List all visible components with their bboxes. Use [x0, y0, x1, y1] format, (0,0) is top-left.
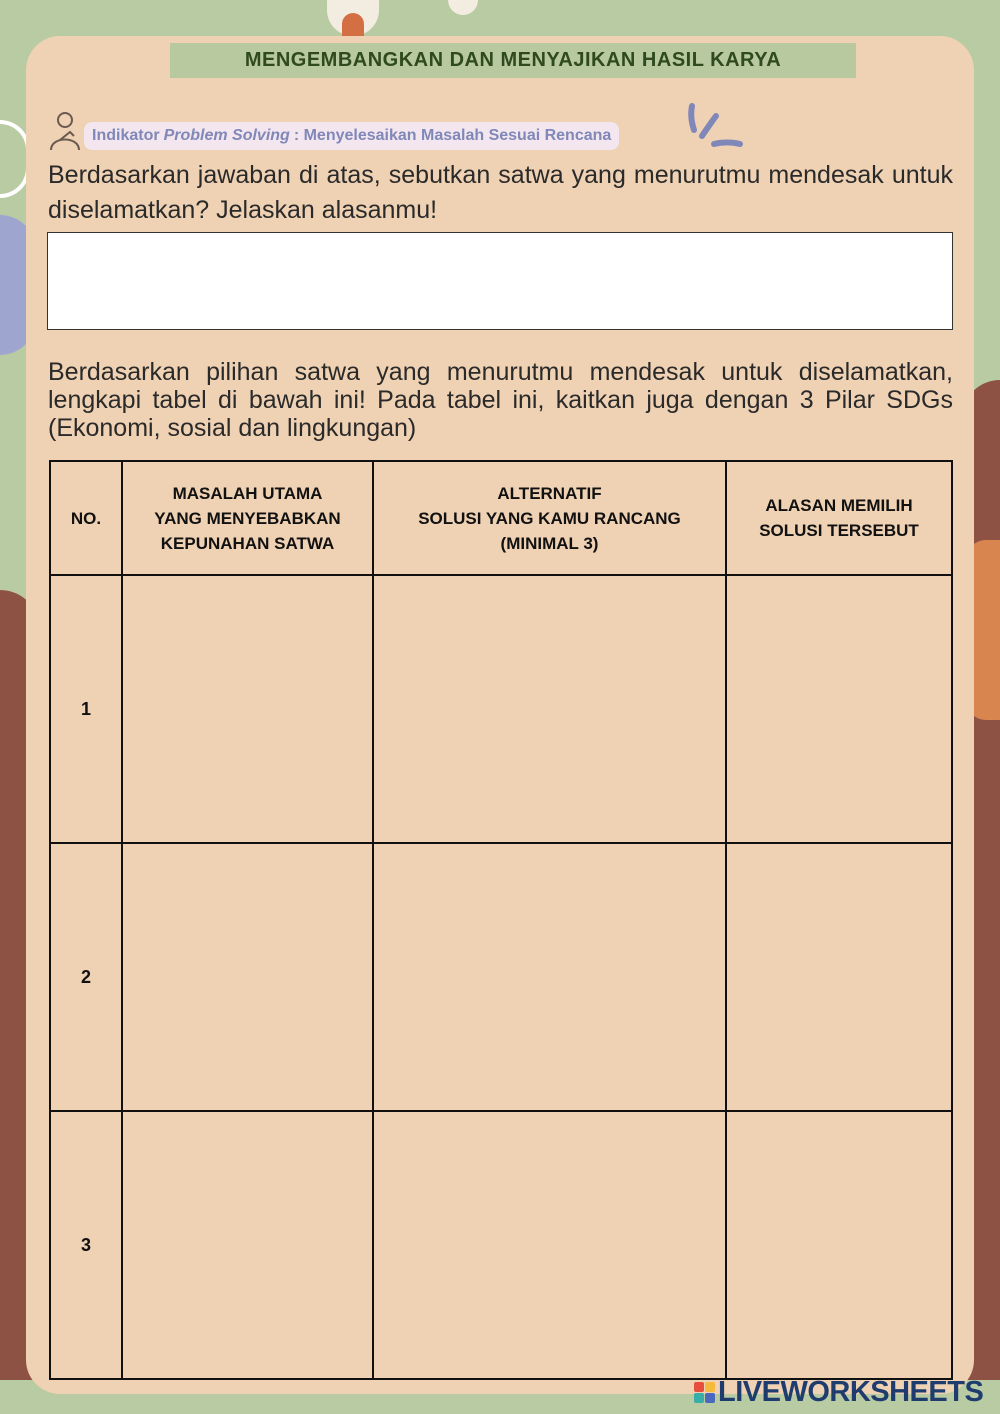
header-line: SOLUSI TERSEBUT — [759, 521, 919, 540]
header-line: (MINIMAL 3) — [500, 533, 599, 553]
question-1: Berdasarkan jawaban di atas, sebutkan satwa yang menurutmu mendesak untuk diselamatkan? Jelaskan alasanmu! — [48, 161, 953, 224]
header-alternative-solution — [373, 461, 726, 575]
solution-cell[interactable] — [373, 843, 726, 1111]
main-problem-cell[interactable] — [122, 843, 373, 1111]
question-2: Berdasarkan pilihan satwa yang menurutmu mendesak untuk diselamatkan, lengkapi tabel di bawah ini! Pada tabel ini, kaitkan juga dengan 3 Pilar SDGs (Ekonomi, sosial dan lingkungan) — [48, 358, 953, 442]
indicator-italic: Problem Solving — [163, 127, 290, 144]
row-number: 2 — [50, 843, 122, 1111]
answer-input-box[interactable] — [47, 232, 953, 330]
header-line: KEPUNAHAN SATWA — [160, 533, 335, 553]
table-row — [50, 575, 952, 843]
table-row — [50, 1111, 952, 1379]
logo-text: LIVEWORKSHEETS — [718, 1375, 984, 1408]
header-line: YANG MENYEBABKAN — [154, 508, 341, 528]
reason-cell[interactable] — [726, 575, 952, 843]
row-number: 3 — [50, 1111, 122, 1379]
decor-top-bulb-core — [342, 13, 364, 37]
main-problem-cell[interactable] — [122, 1111, 373, 1379]
page-title: MENGEMBANGKAN DAN MENYAJIKAN HASIL KARYA — [170, 43, 856, 78]
logo-icon — [694, 1382, 715, 1403]
person-icon — [46, 110, 84, 152]
header-line: ALASAN MEMILIH — [765, 496, 913, 515]
table-row — [50, 843, 952, 1111]
table-header-row — [50, 461, 952, 575]
reason-cell[interactable] — [726, 843, 952, 1111]
indicator-prefix: Indikator — [92, 127, 160, 144]
indicator-suffix: : Menyelesaikan Masalah Sesuai Rencana — [293, 127, 612, 144]
sparkle-icon — [686, 102, 744, 152]
solution-table — [49, 460, 953, 1380]
reason-cell[interactable] — [726, 1111, 952, 1379]
decor-top-dot — [448, 0, 478, 15]
header-line: NO. — [70, 508, 102, 528]
header-line: SOLUSI YANG KAMU RANCANG — [418, 508, 681, 528]
solution-cell[interactable] — [373, 575, 726, 843]
main-problem-cell[interactable] — [122, 575, 373, 843]
solution-cell[interactable] — [373, 1111, 726, 1379]
row-number: 1 — [50, 575, 122, 843]
header-main-problem — [122, 461, 373, 575]
liveworksheets-logo — [694, 1376, 983, 1408]
header-line: ALTERNATIF — [497, 483, 602, 503]
indicator-label — [84, 122, 619, 150]
header-no — [50, 461, 122, 575]
header-line: MASALAH UTAMA — [172, 483, 323, 503]
header-reason — [726, 461, 952, 575]
